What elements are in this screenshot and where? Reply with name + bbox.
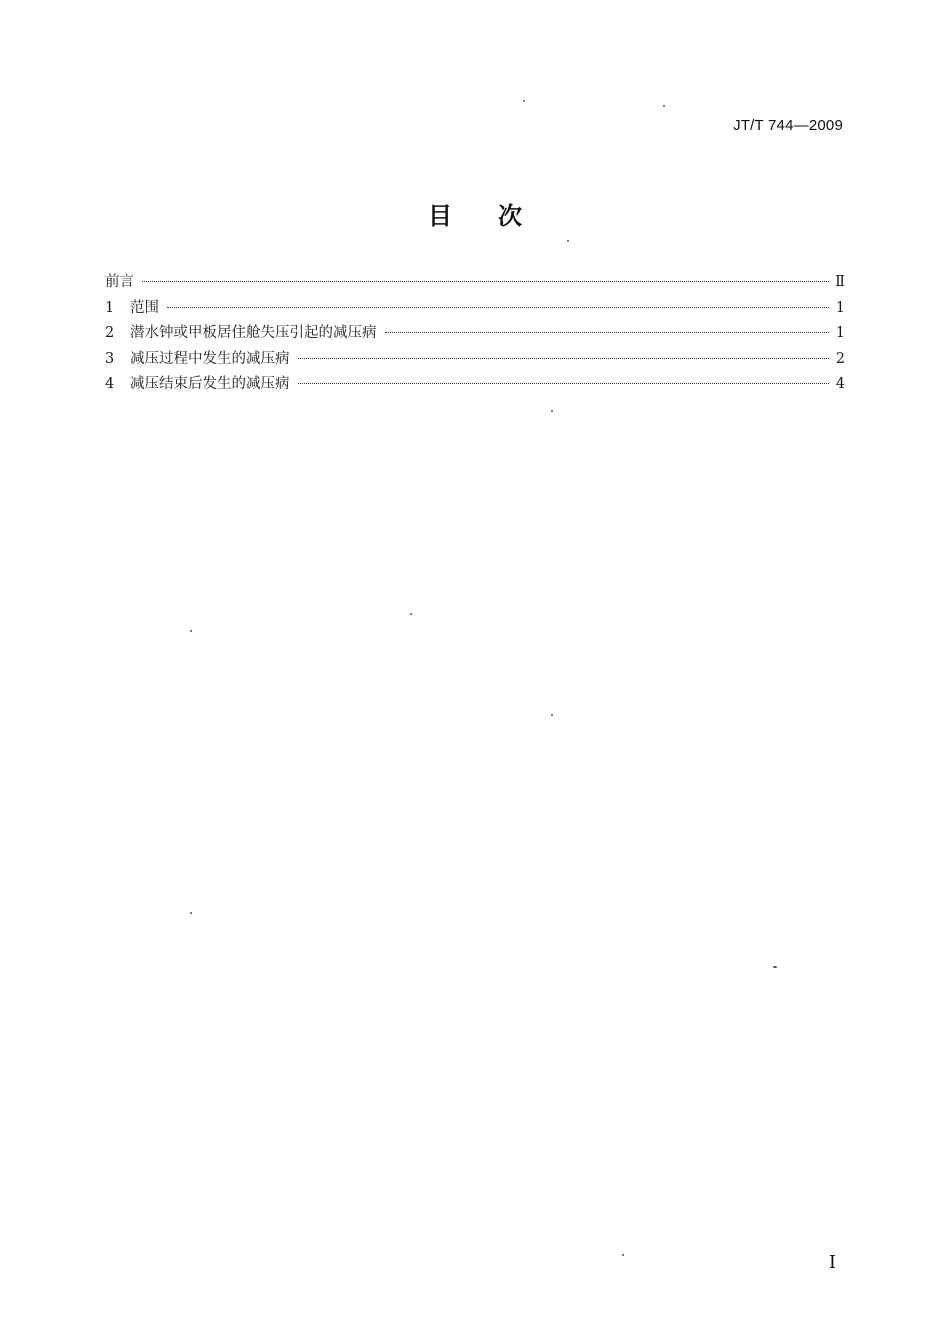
toc-entry-label: 减压结束后发生的减压病 xyxy=(130,376,290,392)
scan-speck xyxy=(190,630,192,632)
toc-entry-page: 2 xyxy=(835,350,845,367)
toc-leader-dots xyxy=(167,307,829,308)
toc-entry-page: 4 xyxy=(835,376,845,392)
toc-entry-2[interactable] xyxy=(105,321,845,347)
scan-speck xyxy=(551,714,553,716)
toc-entry-page: 1 xyxy=(835,299,845,316)
toc-entry-label: 范围 xyxy=(130,299,159,316)
toc-leader-dots xyxy=(142,281,829,282)
scan-speck xyxy=(523,100,525,102)
toc-entry-4[interactable] xyxy=(105,372,845,398)
scan-speck xyxy=(551,410,553,412)
scan-speck xyxy=(567,240,569,242)
toc-entry-foreword[interactable] xyxy=(105,270,845,296)
toc-leader-dots xyxy=(298,358,830,359)
toc-leader-dots xyxy=(385,332,830,333)
toc-entry-label: 减压过程中发生的减压病 xyxy=(130,350,290,367)
toc-entry-label: 前言 xyxy=(105,274,134,290)
toc-entry-number: 2 xyxy=(105,325,115,341)
toc-leader-dots xyxy=(298,383,830,384)
toc-title: 目次 xyxy=(428,202,568,230)
toc-entry-page: Ⅱ xyxy=(835,274,845,290)
toc-entry-page: 1 xyxy=(835,325,845,341)
scan-speck xyxy=(190,912,192,914)
standard-code: JT/T 744—2009 xyxy=(733,117,843,134)
toc-entry-number: 3 xyxy=(105,350,115,367)
toc-entry-number: 1 xyxy=(105,299,115,316)
toc-entry-3[interactable] xyxy=(105,347,845,373)
scan-speck xyxy=(773,966,777,968)
scan-speck xyxy=(663,105,665,107)
page-number: I xyxy=(828,1252,836,1273)
toc-entry-1[interactable] xyxy=(105,296,845,322)
scan-speck xyxy=(410,613,412,615)
table-of-contents xyxy=(105,270,845,398)
scan-speck xyxy=(622,1254,624,1256)
toc-entry-label: 潜水钟或甲板居住舱失压引起的减压病 xyxy=(130,325,377,341)
toc-entry-number: 4 xyxy=(105,376,115,392)
